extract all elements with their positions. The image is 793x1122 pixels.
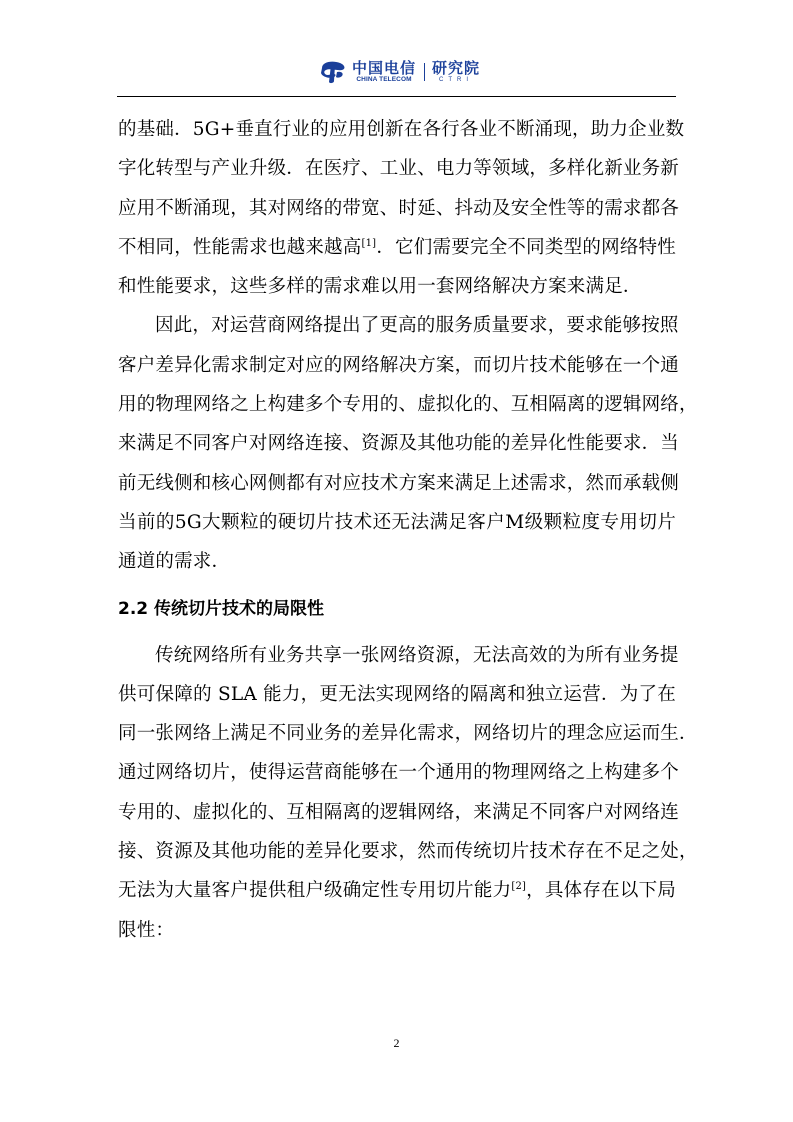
text-line (118, 871, 676, 910)
text-line: 应用不断涌现，其对网络的带宽、时延、抖动及安全性等的需求都各 (118, 197, 680, 219)
text-line: 前无线侧和核心网侧都有对应技术方案来满足上述需求，然而承载侧 (118, 472, 680, 494)
text-line: 用的物理网络之上构建多个专用的、虚拟化的、互相隔离的逻辑网络， (118, 394, 698, 416)
citation-ref-1: [1] (361, 237, 377, 249)
section-heading: 2.2 传统切片技术的局限性 (118, 598, 325, 619)
text-line: 通道的需求． (118, 551, 231, 573)
text-line: 字化转型与产业升级．在医疗、工业、电力等领域，多样化新业务新 (118, 158, 680, 180)
text-segment: 无法为大量客户提供租户级确定性专用切片能力 (118, 880, 512, 902)
logo-separator (424, 63, 425, 81)
brand-name-cn: 中国电信 (352, 59, 417, 77)
text-line: 接、资源及其他功能的差异化要求，然而传统切片技术存在不足之处， (118, 841, 698, 863)
text-line: 专用的、虚拟化的、互相隔离的逻辑网络，来满足不同客户对网络连 (118, 801, 680, 823)
institute-name-block (432, 60, 480, 84)
header-divider (117, 96, 676, 97)
china-telecom-swirl-icon (318, 59, 348, 85)
paragraph-3 (118, 636, 698, 950)
page-number: 2 (393, 1036, 400, 1050)
brand-name-en: CHINA TELECOM (356, 76, 412, 83)
text-line: 供可保障的 SLA 能力，更无法实现网络的隔离和独立运营．为了在 (118, 683, 676, 705)
document-body (118, 110, 698, 950)
text-line (118, 228, 676, 267)
page-header (0, 52, 793, 92)
china-telecom-ctri-logo (318, 56, 480, 88)
text-line: 限性： (118, 919, 175, 941)
text-segment: 不相同，性能需求也越来越高 (118, 236, 362, 258)
institute-name-cn: 研究院 (432, 59, 481, 77)
institute-name-en: CTRI (439, 77, 474, 83)
text-segment: ，具体存在以下局 (526, 880, 676, 902)
text-segment: ．它们需要完全不同类型的网络特性 (376, 236, 676, 258)
text-line: 通过网络切片，使得运营商能够在一个通用的物理网络之上构建多个 (118, 762, 680, 784)
text-line: 和性能要求，这些多样的需求难以用一套网络解决方案来满足． (118, 276, 642, 298)
paragraph-1 (118, 110, 685, 306)
citation-ref-2: [2] (511, 881, 527, 893)
text-line: 同一张网络上满足不同业务的差异化需求，网络切片的理念应运而生． (118, 723, 698, 745)
text-line: 因此，对运营商网络提出了更高的服务质量要求，要求能够按照 (155, 315, 679, 337)
brand-name-block (352, 60, 416, 84)
text-line: 来满足不同客户对网络连接、资源及其他功能的差异化性能要求．当 (118, 433, 680, 455)
paragraph-2 (118, 306, 698, 581)
text-line: 传统网络所有业务共享一张网络资源，无法高效的为所有业务提 (155, 644, 679, 666)
text-line: 客户差异化需求制定对应的网络解决方案，而切片技术能够在一个通 (118, 354, 680, 376)
text-line: 的基础．5G+垂直行业的应用创新在各行各业不断涌现，助力企业数 (118, 119, 685, 140)
text-line: 当前的5G大颗粒的硬切片技术还无法满足客户M级颗粒度专用切片 (118, 511, 676, 533)
